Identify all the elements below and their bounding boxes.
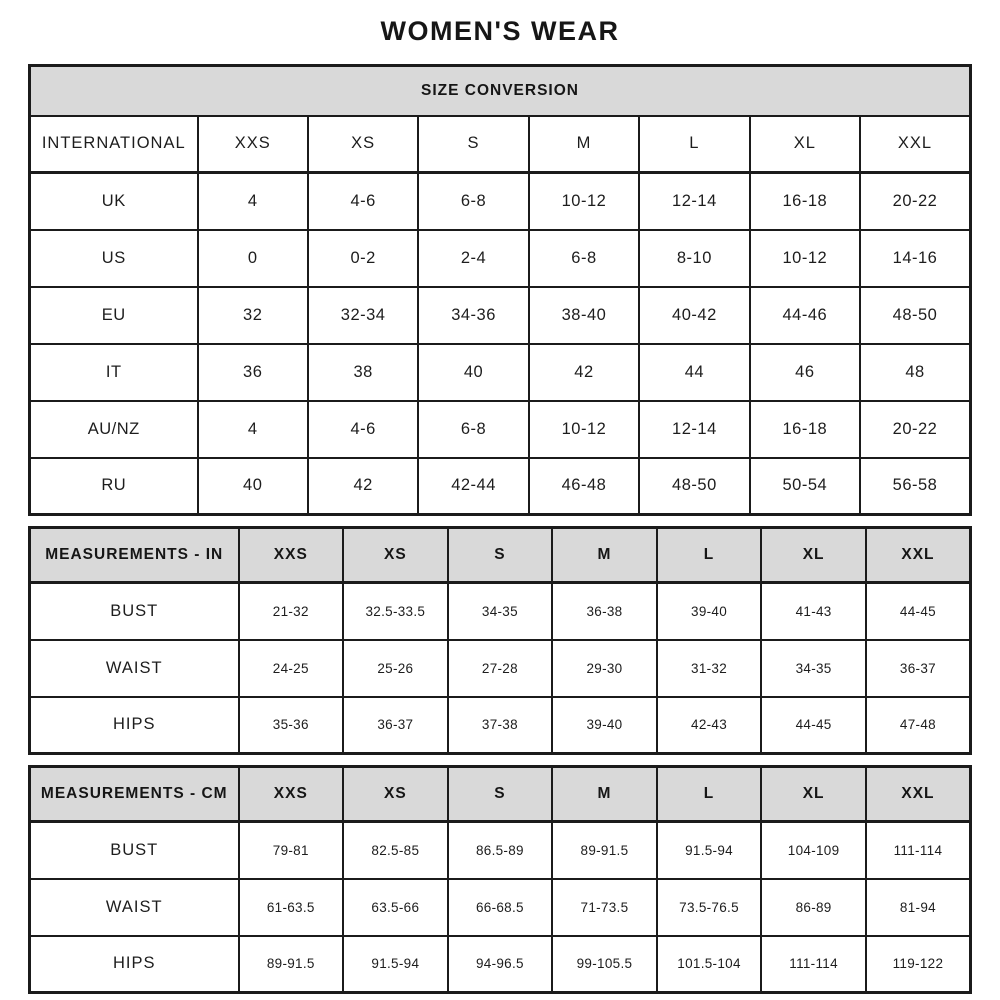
data-cell: 27-28: [448, 640, 553, 697]
size-column-header: L: [657, 767, 762, 822]
row-label: WAIST: [30, 879, 239, 936]
size-column-header: XL: [750, 116, 860, 173]
data-cell: 34-35: [448, 583, 553, 640]
data-cell: 42-44: [418, 458, 528, 515]
header-row: [30, 767, 971, 822]
data-cell: 86-89: [761, 879, 866, 936]
size-column-header: S: [448, 528, 553, 583]
data-cell: 39-40: [552, 697, 657, 754]
data-cell: 89-91.5: [239, 936, 344, 993]
size-column-header: XXL: [866, 528, 971, 583]
size-column-header: L: [639, 116, 749, 173]
data-cell: 50-54: [750, 458, 860, 515]
size-column-header: S: [418, 116, 528, 173]
row-label: IT: [30, 344, 198, 401]
size-column-header: XXS: [239, 767, 344, 822]
data-cell: 48: [860, 344, 970, 401]
row-label: EU: [30, 287, 198, 344]
data-cell: 63.5-66: [343, 879, 448, 936]
data-cell: 44: [639, 344, 749, 401]
table-row: [30, 697, 971, 754]
data-cell: 40: [198, 458, 308, 515]
data-cell: 21-32: [239, 583, 344, 640]
data-cell: 40-42: [639, 287, 749, 344]
data-cell: 46: [750, 344, 860, 401]
data-cell: 20-22: [860, 401, 970, 458]
data-cell: 111-114: [866, 822, 971, 879]
row-label: HIPS: [30, 936, 239, 993]
size-column-header: L: [657, 528, 762, 583]
data-cell: 47-48: [866, 697, 971, 754]
data-cell: 37-38: [448, 697, 553, 754]
data-cell: 94-96.5: [448, 936, 553, 993]
data-cell: 6-8: [418, 401, 528, 458]
data-cell: 48-50: [639, 458, 749, 515]
data-cell: 0: [198, 230, 308, 287]
data-cell: 41-43: [761, 583, 866, 640]
size-column-header: XL: [761, 528, 866, 583]
data-cell: 24-25: [239, 640, 344, 697]
data-cell: 10-12: [529, 401, 639, 458]
data-cell: 36: [198, 344, 308, 401]
data-cell: 34-35: [761, 640, 866, 697]
row-label: BUST: [30, 583, 239, 640]
data-cell: 71-73.5: [552, 879, 657, 936]
data-cell: 73.5-76.5: [657, 879, 762, 936]
data-cell: 36-37: [866, 640, 971, 697]
data-cell: 10-12: [529, 173, 639, 230]
data-cell: 6-8: [529, 230, 639, 287]
data-cell: 39-40: [657, 583, 762, 640]
row-header-label: INTERNATIONAL: [30, 116, 198, 173]
measurements-in-table: [28, 526, 972, 755]
data-cell: 81-94: [866, 879, 971, 936]
data-cell: 32: [198, 287, 308, 344]
data-cell: 82.5-85: [343, 822, 448, 879]
header-row: [30, 116, 971, 173]
data-cell: 4-6: [308, 173, 418, 230]
data-cell: 38-40: [529, 287, 639, 344]
data-cell: 16-18: [750, 401, 860, 458]
row-label: AU/NZ: [30, 401, 198, 458]
measurements-cm-table: [28, 765, 972, 994]
data-cell: 86.5-89: [448, 822, 553, 879]
tables-container: [28, 64, 972, 994]
row-label: BUST: [30, 822, 239, 879]
row-header-label: MEASUREMENTS - CM: [30, 767, 239, 822]
data-cell: 12-14: [639, 401, 749, 458]
table-row: [30, 822, 971, 879]
table-row: [30, 583, 971, 640]
data-cell: 119-122: [866, 936, 971, 993]
data-cell: 16-18: [750, 173, 860, 230]
data-cell: 44-45: [866, 583, 971, 640]
data-cell: 99-105.5: [552, 936, 657, 993]
data-cell: 91.5-94: [657, 822, 762, 879]
data-cell: 12-14: [639, 173, 749, 230]
size-column-header: XXS: [198, 116, 308, 173]
table-row: [30, 287, 971, 344]
page-title: WOMEN'S WEAR: [380, 16, 620, 46]
data-cell: 42-43: [657, 697, 762, 754]
header-row: [30, 528, 971, 583]
table-row: [30, 458, 971, 515]
data-cell: 101.5-104: [657, 936, 762, 993]
row-label: UK: [30, 173, 198, 230]
data-cell: 35-36: [239, 697, 344, 754]
data-cell: 38: [308, 344, 418, 401]
size-column-header: XXL: [866, 767, 971, 822]
data-cell: 89-91.5: [552, 822, 657, 879]
data-cell: 44-46: [750, 287, 860, 344]
row-label: WAIST: [30, 640, 239, 697]
data-cell: 104-109: [761, 822, 866, 879]
row-label: US: [30, 230, 198, 287]
data-cell: 34-36: [418, 287, 528, 344]
row-label: RU: [30, 458, 198, 515]
data-cell: 20-22: [860, 173, 970, 230]
size-column-header: XXS: [239, 528, 344, 583]
size-conversion-table: [28, 64, 972, 516]
data-cell: 0-2: [308, 230, 418, 287]
table-row: [30, 640, 971, 697]
size-column-header: XS: [343, 528, 448, 583]
data-cell: 25-26: [343, 640, 448, 697]
table-row: [30, 401, 971, 458]
table-row: [30, 230, 971, 287]
data-cell: 6-8: [418, 173, 528, 230]
data-cell: 31-32: [657, 640, 762, 697]
data-cell: 32.5-33.5: [343, 583, 448, 640]
size-column-header: XS: [308, 116, 418, 173]
data-cell: 61-63.5: [239, 879, 344, 936]
data-cell: 14-16: [860, 230, 970, 287]
size-column-header: XS: [343, 767, 448, 822]
size-column-header: M: [529, 116, 639, 173]
data-cell: 42: [308, 458, 418, 515]
data-cell: 36-38: [552, 583, 657, 640]
data-cell: 66-68.5: [448, 879, 553, 936]
table-row: [30, 173, 971, 230]
data-cell: 2-4: [418, 230, 528, 287]
data-cell: 36-37: [343, 697, 448, 754]
data-cell: 29-30: [552, 640, 657, 697]
table-row: [30, 879, 971, 936]
data-cell: 91.5-94: [343, 936, 448, 993]
data-cell: 79-81: [239, 822, 344, 879]
data-cell: 56-58: [860, 458, 970, 515]
data-cell: 10-12: [750, 230, 860, 287]
table-title-row: [30, 66, 971, 116]
data-cell: 111-114: [761, 936, 866, 993]
size-column-header: M: [552, 767, 657, 822]
data-cell: 4: [198, 401, 308, 458]
size-column-header: XL: [761, 767, 866, 822]
table-title: SIZE CONVERSION: [30, 66, 971, 116]
row-label: HIPS: [30, 697, 239, 754]
data-cell: 4: [198, 173, 308, 230]
data-cell: 44-45: [761, 697, 866, 754]
data-cell: 32-34: [308, 287, 418, 344]
size-column-header: XXL: [860, 116, 970, 173]
size-column-header: M: [552, 528, 657, 583]
row-header-label: MEASUREMENTS - IN: [30, 528, 239, 583]
table-row: [30, 344, 971, 401]
data-cell: 42: [529, 344, 639, 401]
data-cell: 48-50: [860, 287, 970, 344]
table-row: [30, 936, 971, 993]
data-cell: 46-48: [529, 458, 639, 515]
data-cell: 40: [418, 344, 528, 401]
size-column-header: S: [448, 767, 553, 822]
data-cell: 4-6: [308, 401, 418, 458]
data-cell: 8-10: [639, 230, 749, 287]
